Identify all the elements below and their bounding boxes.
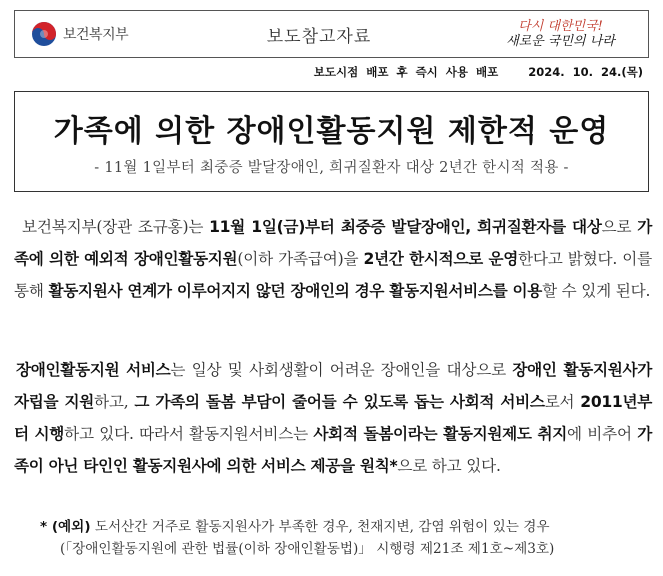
ministry-name: 보건복지부 <box>63 27 129 43</box>
p2-text: 으로 하고 있다. <box>397 457 501 475</box>
p1-emphasis: 2년간 한시적으로 운영 <box>363 250 518 268</box>
p1-text: 보건복지부(장관 조규홍)는 <box>22 218 210 236</box>
government-slogan <box>473 11 648 57</box>
p1-text: 으로 <box>601 218 638 236</box>
p1-emphasis: 가족에 의한 예외적 장애인활동지원 <box>14 218 653 268</box>
subheadline: - 11월 1일부터 최중증 발달장애인, 희귀질환자 대상 2년간 한시적 적용 - <box>94 160 569 176</box>
p2-emphasis: 그 가족의 돌봄 부담이 줄어들 수 있도록 돕는 사회적 서비스 <box>134 393 545 411</box>
p2-emphasis: 2011년부터 시행 <box>14 393 652 443</box>
p2-text: 로서 <box>544 393 581 411</box>
ministry-logo <box>15 11 165 57</box>
p2-emphasis: 사회적 돌봄이라는 활동지원제도 취지 <box>313 425 567 443</box>
headline: 가족에 의한 장애인활동지원 제한적 운영 <box>53 114 610 149</box>
p2-emphasis: 가족이 아닌 타인인 활동지원사에 의한 서비스 제공을 원칙* <box>14 425 653 475</box>
footnote-marker: * (예외) <box>40 519 91 535</box>
p2-emphasis: 장애인활동지원 서비스 <box>16 361 171 379</box>
footnote-text: 도서산간 거주로 활동지원사가 부족한 경우, 천재지변, 감염 위험이 있는 경우 <box>90 519 550 535</box>
p2-emphasis: 장애인 활동지원사가 자립을 지원 <box>14 361 653 411</box>
p1-emphasis: 활동지원사 연계가 이루어지지 않던 장애인의 경우 활동지원서비스를 이용 <box>48 282 543 300</box>
p1-emphasis: 11월 1일(금)부터 최중증 발달장애인, 희귀질환자를 대상 <box>209 218 602 236</box>
press-header <box>14 10 649 58</box>
embargo-text: 보도시점 배포 후 즉시 사용 배포 <box>313 65 499 79</box>
release-info <box>314 64 643 80</box>
taegeuk-emblem-icon <box>31 21 57 47</box>
p2-text: 에 비추어 <box>566 425 638 443</box>
slogan-line-1: 다시 대한민국! <box>518 19 603 34</box>
document-type: 보도참고자료 <box>266 26 372 47</box>
release-date: 2024. 10. 24.(목) <box>528 65 643 79</box>
p2-text: 하고 있다. 따라서 활동지원서비스는 <box>64 425 314 443</box>
p1-text: 한다고 밝혔다. 이를 통해 <box>14 250 653 300</box>
slogan-line-2: 새로운 국민의 나라 <box>506 34 615 49</box>
footnote-reference: (「장애인활동지원에 관한 법률(이하 장애인활동법)」 시행령 제21조 제1호~제3호) <box>60 541 555 557</box>
paragraph-2 <box>14 354 652 482</box>
title-box <box>14 91 649 192</box>
p2-text: 하고, <box>94 393 135 411</box>
footnote <box>40 516 554 560</box>
p1-text: (이하 가족급여)을 <box>237 250 364 268</box>
paragraph-1 <box>14 211 652 307</box>
p1-text: 할 수 있게 된다. <box>542 282 651 300</box>
p2-text: 는 일상 및 사회생활이 어려운 장애인을 대상으로 <box>170 361 513 379</box>
